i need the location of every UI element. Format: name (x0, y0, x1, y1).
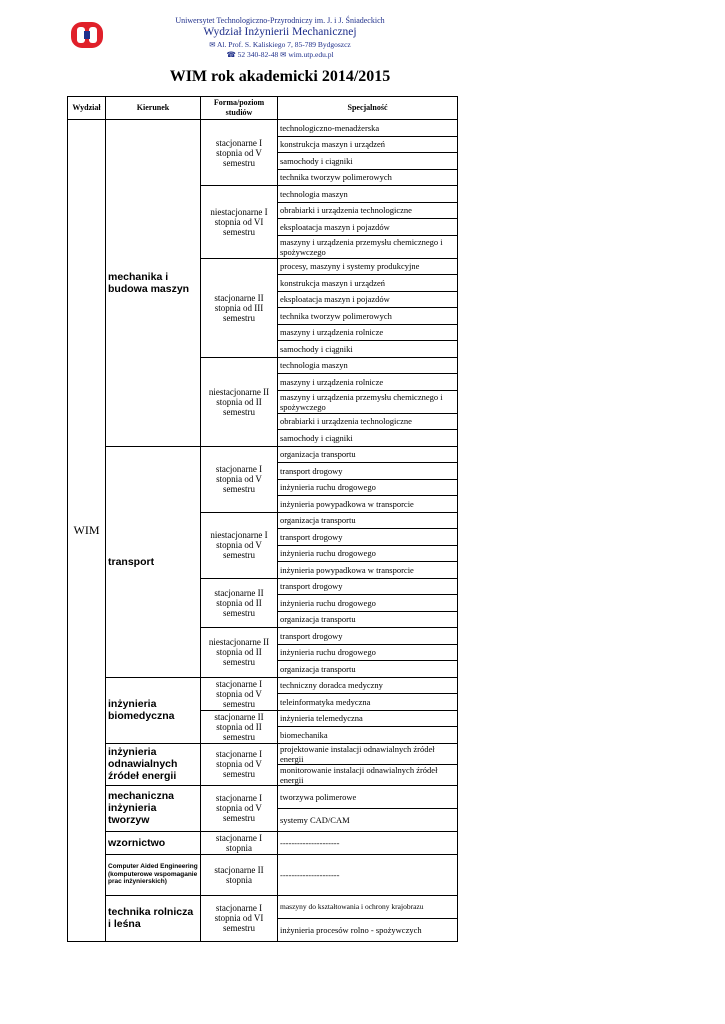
contact: ☎ 52 340-82-48 ✉ wim.utp.edu.pl (226, 50, 334, 59)
spec-cell: samochody i ciągniki (278, 153, 458, 170)
forma-cell: stacjonarne II stopnia od II semestru (201, 578, 278, 628)
spec-cell: organizacja transportu (278, 661, 458, 678)
forma-cell: stacjonarne I stopnia od VI semestru (201, 895, 278, 941)
spec-cell: obrabiarki i urządzenia technologiczne (278, 202, 458, 219)
spec-cell: obrabiarki i urządzenia technologiczne (278, 413, 458, 430)
spec-cell: organizacja transportu (278, 512, 458, 529)
forma-cell: stacjonarne I stopnia od V semestru (201, 785, 278, 831)
spec-cell: maszyny i urządzenia przemysłu chemicznego i spożywczego (278, 390, 458, 413)
forma-cell: niestacjonarne I stopnia od V semestru (201, 512, 278, 578)
spec-cell: maszyny i urządzenia przemysłu chemicznego i spożywczego (278, 235, 458, 258)
spec-cell: techniczny doradca medyczny (278, 677, 458, 694)
kierunek-cell: mechanika i budowa maszyn (106, 120, 201, 447)
kierunek-cell: transport (106, 446, 201, 677)
kierunek-cell: technika rolnicza i leśna (106, 895, 201, 941)
col-wydzial: Wydział (68, 97, 106, 120)
spec-cell: technika tworzyw polimerowych (278, 308, 458, 325)
forma-cell: niestacjonarne II stopnia od II semestru (201, 628, 278, 678)
kierunek-cell: mechaniczna inżynieria tworzyw (106, 785, 201, 831)
spec-cell: organizacja transportu (278, 611, 458, 628)
spec-cell: inżynieria telemedyczna (278, 710, 458, 727)
forma-cell: stacjonarne I stopnia od V semestru (201, 743, 278, 785)
kierunek-cell: inżynieria odnawialnych źródeł energii (106, 743, 201, 785)
spec-cell: inżynieria ruchu drogowego (278, 595, 458, 612)
spec-cell: transport drogowy (278, 578, 458, 595)
spec-cell: transport drogowy (278, 529, 458, 546)
forma-cell: niestacjonarne I stopnia od VI semestru (201, 186, 278, 259)
forma-cell: stacjonarne II stopnia (201, 854, 278, 895)
spec-cell: monitorowanie instalacji odnawialnych źródeł energii (278, 764, 458, 785)
spec-cell: biomechanika (278, 727, 458, 744)
page-title: WIM rok akademicki 2014/2015 (169, 68, 391, 85)
spec-cell: samochody i ciągniki (278, 430, 458, 447)
wydzial-cell: WIM (68, 120, 106, 942)
spec-cell: inżynieria ruchu drogowego (278, 644, 458, 661)
spec-cell: --------------------- (278, 831, 458, 854)
spec-cell: technologia maszyn (278, 186, 458, 203)
col-specjalnosc: Specjalność (278, 97, 458, 120)
spec-cell: technologia maszyn (278, 357, 458, 374)
col-kierunek: Kierunek (106, 97, 201, 120)
forma-cell: stacjonarne I stopnia od V semestru (201, 446, 278, 512)
spec-cell: organizacja transportu (278, 446, 458, 463)
forma-cell: stacjonarne II stopnia od II semestru (201, 710, 278, 743)
forma-cell: niestacjonarne II stopnia od II semestru (201, 357, 278, 446)
forma-cell: stacjonarne I stopnia (201, 831, 278, 854)
university-name: Uniwersytet Technologiczno-Przyrodniczy im. J. i J. Śniadeckich (175, 16, 385, 25)
forma-cell: stacjonarne I stopnia od V semestru (201, 677, 278, 710)
faculty-name: Wydział Inżynierii Mechanicznej (203, 26, 357, 38)
spec-cell: maszyny do kształtowania i ochrony krajobrazu (278, 895, 458, 918)
spec-cell: inżynieria powypadkowa w transporcie (278, 496, 458, 513)
spec-cell: eksploatacja maszyn i pojazdów (278, 219, 458, 236)
spec-cell: konstrukcja maszyn i urządzeń (278, 136, 458, 153)
spec-cell: tworzywa polimerowe (278, 785, 458, 808)
spec-cell: technologiczno-menadżerska (278, 120, 458, 137)
kierunek-cell: Computer Aided Engineering (komputerowe wspomaganie prac inżynierskich) (106, 854, 201, 895)
spec-cell: --------------------- (278, 854, 458, 895)
spec-cell: transport drogowy (278, 463, 458, 480)
address: ✉ Al. Prof. S. Kaliskiego 7, 85-789 Bydgoszcz (209, 40, 351, 49)
spec-cell: procesy, maszyny i systemy produkcyjne (278, 258, 458, 275)
specializations-table (67, 96, 458, 942)
col-forma: Forma/poziom studiów (201, 97, 278, 120)
table-header-row (68, 97, 458, 120)
forma-cell: stacjonarne I stopnia od V semestru (201, 120, 278, 186)
spec-cell: maszyny i urządzenia rolnicze (278, 374, 458, 391)
spec-cell: projektowanie instalacji odnawialnych źródeł energii (278, 743, 458, 764)
spec-cell: systemy CAD/CAM (278, 808, 458, 831)
spec-cell: transport drogowy (278, 628, 458, 645)
spec-cell: inżynieria ruchu drogowego (278, 479, 458, 496)
spec-cell: inżynieria procesów rolno - spożywczych (278, 918, 458, 941)
spec-cell: inżynieria ruchu drogowego (278, 545, 458, 562)
spec-cell: eksploatacja maszyn i pojazdów (278, 291, 458, 308)
spec-cell: inżynieria powypadkowa w transporcie (278, 562, 458, 579)
kierunek-cell: inżynieria biomedyczna (106, 677, 201, 743)
kierunek-cell: wzornictwo (106, 831, 201, 854)
spec-cell: technika tworzyw polimerowych (278, 169, 458, 186)
spec-cell: teleinformatyka medyczna (278, 694, 458, 711)
forma-cell: stacjonarne II stopnia od III semestru (201, 258, 278, 357)
spec-cell: konstrukcja maszyn i urządzeń (278, 275, 458, 292)
spec-cell: maszyny i urządzenia rolnicze (278, 324, 458, 341)
spec-cell: samochody i ciągniki (278, 341, 458, 358)
